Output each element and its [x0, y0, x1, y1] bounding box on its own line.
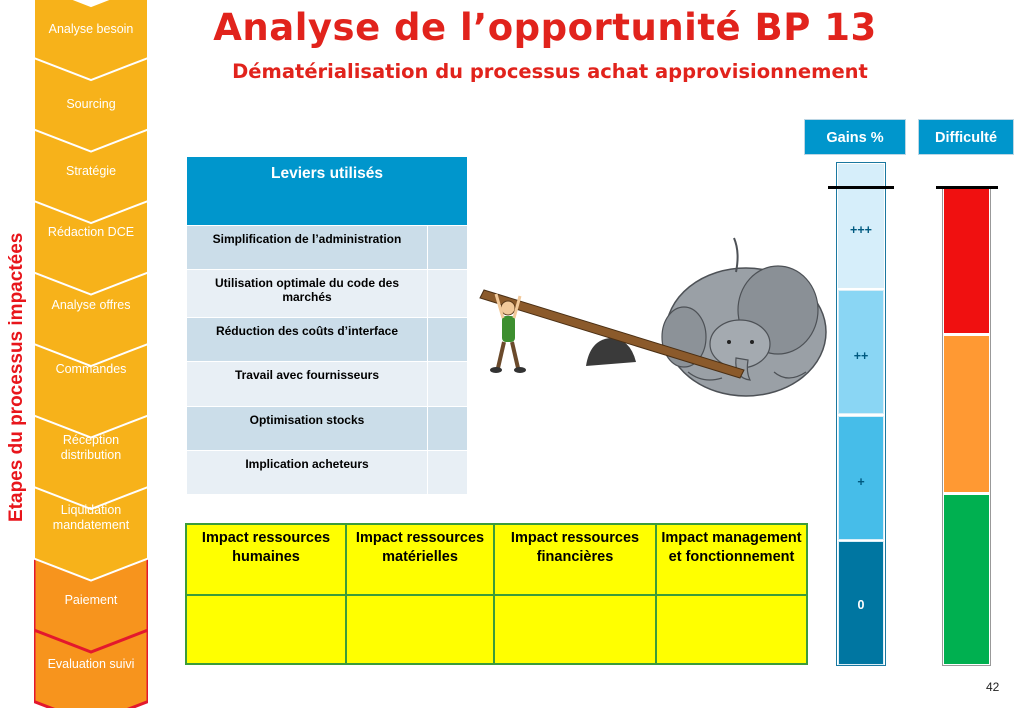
page-number: 42: [986, 680, 1000, 694]
lever-mark-cell: [428, 270, 468, 318]
lever-mark-cell: [428, 362, 468, 407]
gain-level-zero: 0: [838, 541, 884, 665]
gain-level-medium: ++: [838, 290, 884, 414]
impact-value-cell: [346, 595, 494, 664]
difficulty-level-low: [944, 495, 989, 664]
process-step-label: Réception distribution: [60, 433, 122, 462]
difficulty-header: Difficulté: [918, 119, 1014, 155]
impact-header-material: Impact ressources matérielles: [346, 524, 494, 595]
impact-header-financial: Impact ressources financières: [494, 524, 656, 595]
lever-label: Simplification de l’administration: [187, 226, 428, 270]
process-step-label: Analyse offres: [51, 298, 131, 312]
process-axis-label: Etapes du processus impactées: [6, 232, 27, 522]
lever-label: Optimisation stocks: [187, 407, 428, 451]
impact-table: [185, 523, 808, 665]
lever-elephant-illustration: [478, 232, 830, 402]
levers-table: [186, 156, 468, 495]
lever-label: Utilisation optimale du code des marchés: [187, 270, 428, 318]
process-steps: [34, 0, 148, 708]
gains-header: Gains %: [804, 119, 906, 155]
process-step-label: Sourcing: [66, 97, 116, 111]
impact-header-management: Impact management et fonctionnement: [656, 524, 807, 595]
difficulty-level-medium: [944, 336, 989, 492]
lever-label: Réduction des coûts d’interface: [187, 318, 428, 362]
impact-value-cell: [186, 595, 346, 664]
process-step-label: Commandes: [55, 362, 127, 376]
lever-label: Travail avec fournisseurs: [187, 362, 428, 407]
page-title: Analyse de l’opportunité BP 13: [213, 6, 877, 49]
lever-row: [187, 270, 468, 318]
gain-level-low: +: [838, 416, 884, 540]
lever-mark-cell: [428, 318, 468, 362]
lever-row: [187, 226, 468, 270]
lever-row: [187, 362, 468, 407]
process-step-label: Analyse besoin: [48, 22, 134, 36]
difficulty-level-high: [944, 188, 989, 333]
impact-value-cell: [656, 595, 807, 664]
process-step-label: Paiement: [64, 593, 118, 607]
gain-level-high: +++: [838, 164, 884, 288]
lever-label: Implication acheteurs: [187, 451, 428, 495]
lever-row: [187, 318, 468, 362]
impact-value-cell: [494, 595, 656, 664]
difficulty-marker-line: [936, 186, 998, 189]
process-step-label: Liquidation mandatement: [52, 503, 130, 532]
lever-mark-cell: [428, 451, 468, 495]
process-step-label: Rédaction DCE: [47, 225, 135, 239]
impact-header-human: Impact ressources humaines: [186, 524, 346, 595]
process-step-label: Stratégie: [65, 164, 117, 178]
levers-header: Leviers utilisés: [187, 157, 468, 226]
gains-marker-line: [828, 186, 894, 189]
page-subtitle: Dématérialisation du processus achat approvisionnement: [232, 60, 868, 83]
lever-mark-cell: [428, 407, 468, 451]
process-step-label: Evaluation suivi: [47, 657, 135, 671]
lever-row: [187, 407, 468, 451]
lever-mark-cell: [428, 226, 468, 270]
lever-row: [187, 451, 468, 495]
